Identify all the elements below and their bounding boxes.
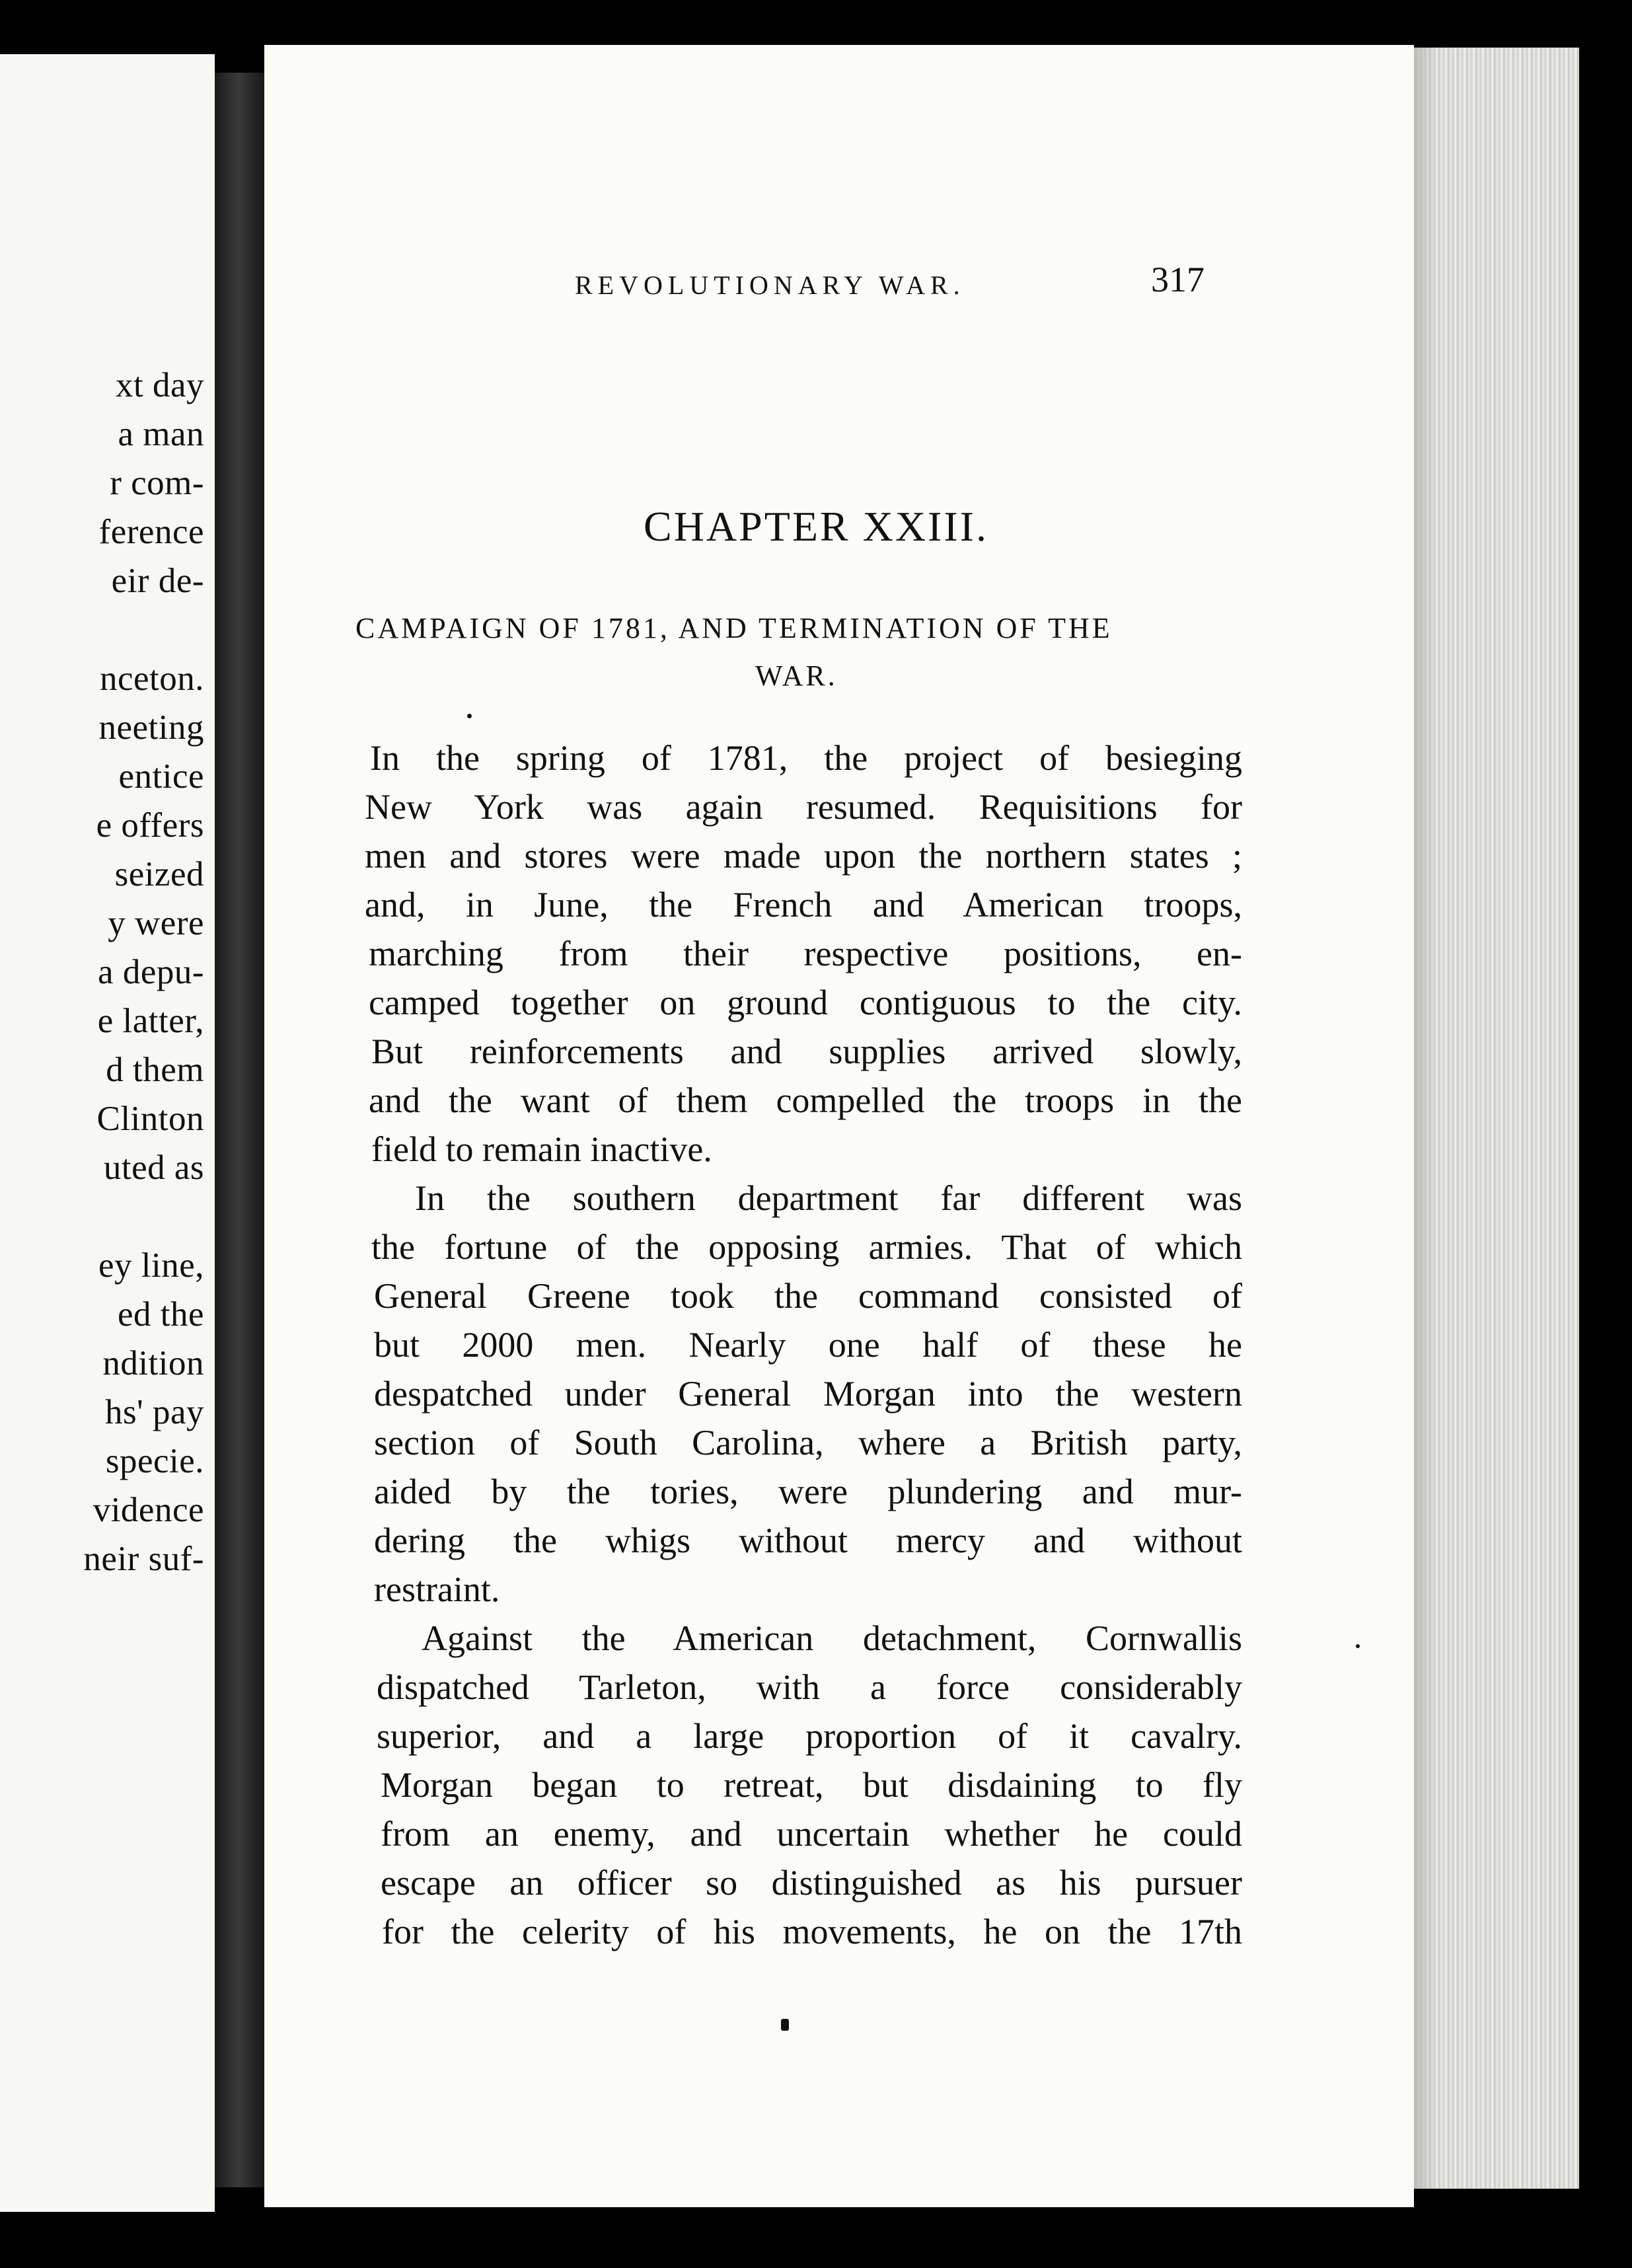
body-line: marching from their respective positions, en- — [369, 934, 1242, 973]
running-header: REVOLUTIONARY WAR. — [575, 270, 965, 300]
body-line: section of South Carolina, where a British party, — [374, 1423, 1242, 1462]
body-line: dering the whigs without mercy and without — [374, 1521, 1242, 1560]
body-line: Against the American detachment, Cornwallis — [422, 1618, 1242, 1658]
left-page-line: d them — [106, 1051, 204, 1089]
chapter-subtitle-line-2: WAR. — [755, 660, 838, 692]
left-page-line: e offers — [96, 806, 204, 845]
left-page-line: Clinton — [96, 1100, 204, 1138]
left-page-line: a man — [118, 415, 204, 453]
left-page-line: entice — [118, 757, 204, 796]
left-page-line: specie. — [105, 1442, 204, 1480]
body-line: In the spring of 1781, the project of besieging — [370, 738, 1242, 778]
body-line: New York was again resumed. Requisitions for — [365, 787, 1242, 827]
left-page-line: hs' pay — [105, 1393, 204, 1431]
body-line: despatched under General Morgan into the western — [374, 1374, 1242, 1414]
left-page-line: ey line, — [98, 1246, 204, 1285]
body-line: from an enemy, and uncertain whether he could — [381, 1814, 1242, 1854]
left-page-line: uted as — [103, 1149, 204, 1187]
ink-speck — [781, 2019, 789, 2031]
body-line: camped together on ground contiguous to the city. — [369, 983, 1242, 1022]
page-number: 317 — [1151, 260, 1205, 299]
body-line: the fortune of the opposing armies. That of which — [371, 1227, 1242, 1267]
body-line: men and stores were made upon the northern states ; — [365, 836, 1242, 876]
left-page-line: vidence — [93, 1491, 204, 1529]
body-line: restraint. — [374, 1569, 500, 1609]
page-edges — [1414, 48, 1579, 2189]
body-line: and the want of them compelled the troops in the — [369, 1080, 1242, 1120]
left-page-line: e latter, — [97, 1002, 204, 1040]
body-line: and, in June, the French and American troops, — [365, 885, 1242, 925]
body-line: dispatched Tarleton, with a force considerably — [377, 1667, 1242, 1707]
body-line: In the southern department far different was — [415, 1178, 1242, 1218]
body-line: aided by the tories, were plundering and mur- — [374, 1472, 1242, 1511]
body-line: field to remain inactive. — [371, 1129, 712, 1169]
left-page-fragment — [0, 54, 215, 2212]
left-page-line: a depu- — [98, 953, 204, 991]
left-page-line: y were — [108, 904, 204, 942]
body-line: Morgan began to retreat, but disdaining to fly — [381, 1765, 1242, 1805]
body-line: superior, and a large proportion of it cavalry. — [377, 1716, 1242, 1756]
body-line: escape an officer so distinguished as his pursuer — [381, 1863, 1242, 1903]
ink-speck — [467, 714, 472, 718]
body-line: but 2000 men. Nearly one half of these he — [374, 1325, 1242, 1365]
left-page-line: neir suf- — [83, 1540, 204, 1578]
left-page-line: eir de- — [111, 562, 204, 600]
left-page-line: r com- — [110, 464, 204, 502]
body-line: for the celerity of his movements, he on the 17th — [382, 1912, 1242, 1951]
body-line: General Greene took the command consisted of — [374, 1276, 1242, 1316]
ink-speck — [1356, 1644, 1360, 1648]
left-page-line: xt day — [116, 366, 204, 404]
body-line: But reinforcements and supplies arrived slowly, — [371, 1032, 1242, 1071]
chapter-title: CHAPTER XXIII. — [644, 503, 988, 550]
left-page-line: nceton. — [99, 660, 204, 698]
left-page-line: neeting — [98, 708, 204, 747]
chapter-subtitle-line-1: CAMPAIGN OF 1781, AND TERMINATION OF THE — [355, 612, 1113, 644]
left-page-line: seized — [114, 855, 204, 893]
left-page-line: ndition — [102, 1344, 204, 1382]
left-page-line: ference — [98, 513, 204, 551]
left-page-line: ed the — [117, 1295, 204, 1334]
